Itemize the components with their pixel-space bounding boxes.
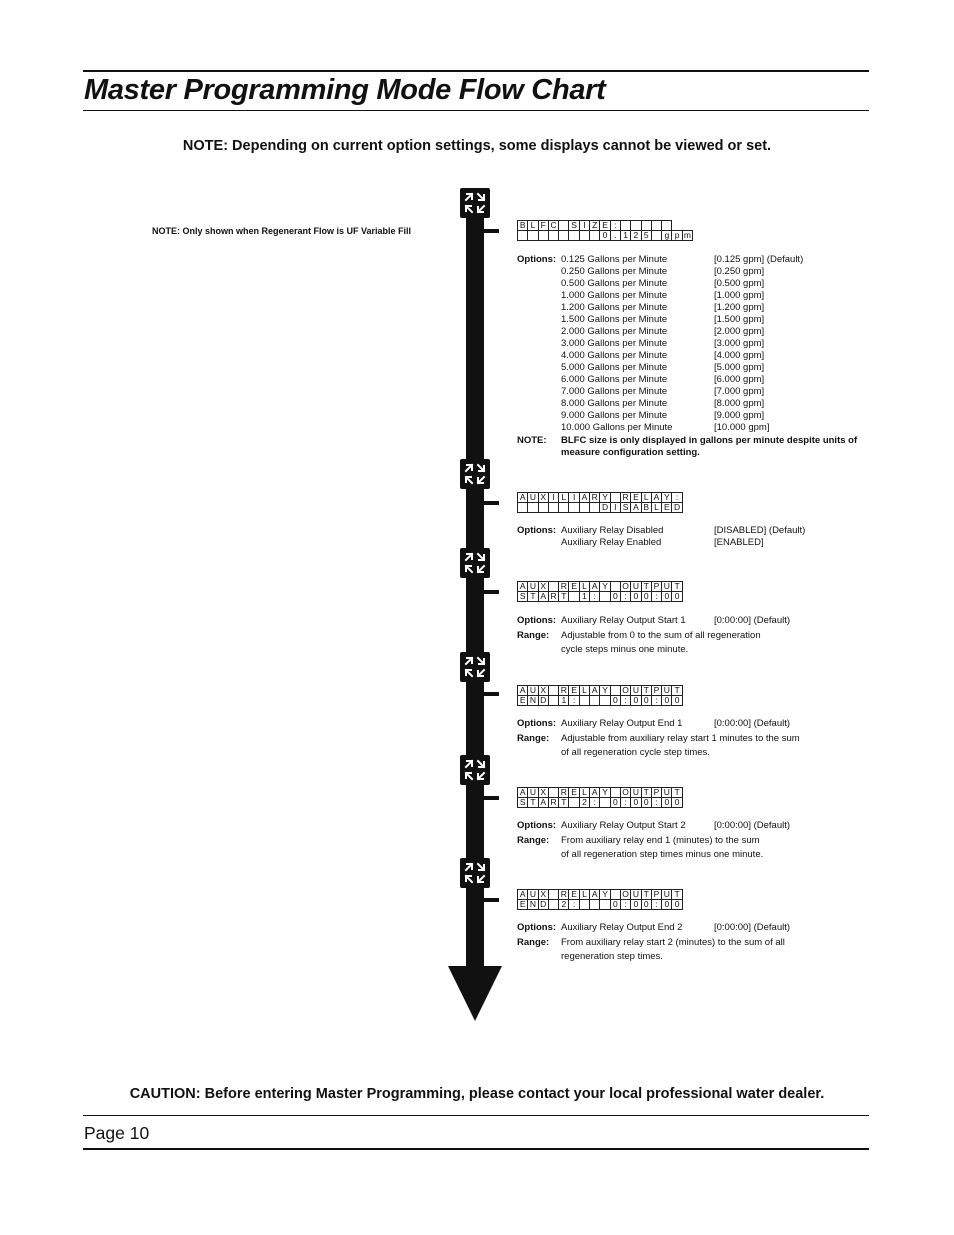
lcd-char-cell: 0 xyxy=(610,592,620,602)
lcd-row xyxy=(518,493,683,503)
lcd-char-cell xyxy=(600,696,610,706)
lcd-row xyxy=(518,686,683,696)
option-code: [1.000 gpm] xyxy=(714,290,765,301)
lcd-char-cell: E xyxy=(600,221,610,231)
option-code: [7.000 gpm] xyxy=(714,386,765,397)
lcd-char-cell: U xyxy=(528,788,538,798)
lcd-display-aux-end-1 xyxy=(517,685,683,706)
lcd-row xyxy=(518,592,683,602)
lcd-char-cell: A xyxy=(590,788,600,798)
lcd-row xyxy=(518,503,683,513)
note-label: NOTE: xyxy=(517,435,547,446)
lcd-char-cell: U xyxy=(631,582,641,592)
lcd-char-cell: 0 xyxy=(672,592,682,602)
lcd-char-cell: T xyxy=(528,592,538,602)
lcd-char-cell: 0 xyxy=(672,696,682,706)
next-step-arrows-icon xyxy=(460,652,490,682)
lcd-char-cell xyxy=(548,503,558,513)
lcd-char-cell: 0 xyxy=(631,900,641,910)
lcd-char-cell xyxy=(548,788,558,798)
lcd-char-cell: X xyxy=(538,582,548,592)
option-text: Adjustable from 0 to the sum of all regeneration xyxy=(561,629,761,641)
option-text: of all regeneration cycle step times. xyxy=(561,747,710,758)
lcd-char-cell: D xyxy=(538,900,548,910)
option-text: 0.500 Gallons per Minute xyxy=(561,278,668,289)
option-text: Auxiliary Relay Output Start 1 xyxy=(561,615,686,626)
lcd-char-cell: T xyxy=(641,582,651,592)
lcd-char-cell xyxy=(651,221,661,231)
next-step-arrows-icon xyxy=(460,459,490,489)
lcd-char-cell: : xyxy=(651,798,661,808)
lcd-char-cell: A xyxy=(518,686,528,696)
lcd-char-cell: U xyxy=(528,686,538,696)
lcd-char-cell: L xyxy=(579,890,589,900)
lcd-char-cell: T xyxy=(641,788,651,798)
lcd-row xyxy=(518,890,683,900)
option-text: of all regeneration step times minus one minute. xyxy=(561,849,764,860)
option-text: 6.000 Gallons per Minute xyxy=(561,374,668,385)
lcd-char-cell: E xyxy=(569,890,579,900)
lcd-char-cell xyxy=(579,900,589,910)
lcd-char-cell: m xyxy=(683,230,691,240)
lcd-char-cell: : xyxy=(569,900,579,910)
lcd-char-cell: R xyxy=(548,592,558,602)
lcd-char-cell xyxy=(569,798,579,808)
lcd-char-cell xyxy=(528,503,538,513)
step-connector xyxy=(482,796,499,800)
flow-arrow-head xyxy=(448,966,502,1021)
next-step-arrows-icon xyxy=(460,755,490,785)
lcd-char-cell: 2 xyxy=(579,798,589,808)
lcd-char-cell: T xyxy=(672,582,682,592)
lcd-char-cell: F xyxy=(538,221,548,231)
lcd-char-cell xyxy=(600,900,610,910)
lcd-char-cell: 0 xyxy=(600,231,610,241)
lcd-char-cell: L xyxy=(559,493,569,503)
step-connector xyxy=(482,692,499,696)
side-note: NOTE: Only shown when Regenerant Flow is UF Variable Fill xyxy=(152,226,412,236)
lcd-char-cell xyxy=(590,503,600,513)
lcd-char-cell: A xyxy=(590,686,600,696)
lcd-char-cell xyxy=(548,900,558,910)
lcd-char-cell: T xyxy=(672,686,682,696)
lcd-char-cell: : xyxy=(610,221,620,231)
lcd-char-cell: : xyxy=(590,798,600,808)
lcd-char-cell xyxy=(651,231,661,241)
lcd-char-cell: U xyxy=(662,686,672,696)
flow-trunk xyxy=(466,190,484,970)
lcd-char-cell: R xyxy=(590,493,600,503)
option-text: Auxiliary Relay Output End 2 xyxy=(561,922,683,933)
lcd-char-cell: 1 xyxy=(579,592,589,602)
option-code: [0:00:00] (Default) xyxy=(714,718,791,729)
lcd-char-cell: N xyxy=(528,696,538,706)
lcd-char-cell: : xyxy=(620,592,630,602)
lcd-char-cell: 2 xyxy=(631,231,641,241)
lcd-char-cell: 0 xyxy=(631,696,641,706)
option-code: [8.000 gpm] xyxy=(714,398,765,409)
lcd-char-cell: X xyxy=(538,686,548,696)
lcd-char-cell: T xyxy=(559,592,569,602)
lcd-display-aux-start-2 xyxy=(517,787,683,808)
lcd-char-cell: . xyxy=(610,231,620,241)
header-rule-top xyxy=(83,70,869,72)
option-label: Range: xyxy=(517,732,550,744)
lcd-char-cell: 5 xyxy=(641,231,651,241)
lcd-char-cell: O xyxy=(622,787,629,797)
lcd-char-cell: D xyxy=(538,696,548,706)
lcd-char-cell: A xyxy=(518,788,528,798)
lcd-char-cell: : xyxy=(590,592,600,602)
lcd-char-cell xyxy=(600,592,610,602)
option-code: [0.250 gpm] xyxy=(714,266,765,277)
lcd-char-cell: Y xyxy=(600,788,610,798)
lcd-char-cell: T xyxy=(672,788,682,798)
option-code: [DISABLED] (Default) xyxy=(714,525,806,536)
next-step-arrows-icon xyxy=(460,548,490,578)
step-connector xyxy=(482,501,499,505)
lcd-char-cell xyxy=(600,798,610,808)
lcd-char-cell: S xyxy=(518,798,528,808)
lcd-char-cell: R xyxy=(620,493,630,503)
lcd-char-cell: A xyxy=(631,503,641,513)
option-code: [6.000 gpm] xyxy=(714,374,765,385)
lcd-char-cell: Y xyxy=(600,890,610,900)
lcd-row xyxy=(518,696,683,706)
option-code: [0:00:00] (Default) xyxy=(714,615,791,626)
lcd-char-cell: 0 xyxy=(662,592,672,602)
option-code: [ENABLED] xyxy=(714,537,764,548)
lcd-char-cell: Y xyxy=(600,582,610,592)
lcd-char-cell xyxy=(620,221,630,231)
lcd-char-cell: 0 xyxy=(641,592,651,602)
option-label: Options: xyxy=(517,254,557,265)
lcd-char-cell xyxy=(569,231,579,241)
option-text: 1.000 Gallons per Minute xyxy=(561,290,668,301)
option-label: Options: xyxy=(517,820,557,831)
note-text: BLFC size is only displayed in gallons per minute despite units of measure configuration setting. xyxy=(561,435,858,458)
lcd-char-cell: U xyxy=(528,493,538,503)
option-text: From auxiliary relay start 2 (minutes) to the sum of all xyxy=(561,936,785,948)
lcd-char-cell xyxy=(641,221,651,231)
option-text: Auxiliary Relay Output Start 2 xyxy=(561,820,686,831)
lcd-char-cell: U xyxy=(631,788,641,798)
lcd-char-cell: L xyxy=(579,686,589,696)
lcd-display-aux-start-1 xyxy=(517,581,683,602)
lcd-char-cell: L xyxy=(651,503,661,513)
option-text: Adjustable from auxiliary relay start 1 minutes to the sum xyxy=(561,732,800,744)
option-code: [0:00:00] (Default) xyxy=(714,820,791,831)
lcd-char-cell: 2 xyxy=(559,900,569,910)
lcd-char-cell: L xyxy=(528,221,538,231)
lcd-char-cell: Y xyxy=(600,493,610,503)
option-text: 9.000 Gallons per Minute xyxy=(561,410,668,421)
lcd-char-cell: N xyxy=(528,900,538,910)
next-step-arrows-icon xyxy=(460,858,490,888)
option-text: cycle steps minus one minute. xyxy=(561,644,689,655)
option-label: Range: xyxy=(517,834,550,846)
lcd-char-cell: I xyxy=(548,493,558,503)
option-code: [5.000 gpm] xyxy=(714,362,765,373)
footer-rule-top xyxy=(83,1115,869,1116)
lcd-char-cell xyxy=(610,890,620,900)
lcd-char-cell: T xyxy=(672,890,682,900)
lcd-char-cell: : xyxy=(569,696,579,706)
option-label: Options: xyxy=(517,718,557,729)
lcd-char-cell: E xyxy=(569,686,579,696)
lcd-char-cell: E xyxy=(631,493,641,503)
next-step-arrows-icon xyxy=(460,188,490,218)
lcd-char-cell: P xyxy=(651,890,661,900)
lcd-char-cell: 0 xyxy=(662,696,672,706)
option-text: 2.000 Gallons per Minute xyxy=(561,326,668,337)
lcd-char-cell: A xyxy=(579,493,589,503)
lcd-char-cell: E xyxy=(662,503,672,513)
lcd-char-cell: 0 xyxy=(631,592,641,602)
option-text: 8.000 Gallons per Minute xyxy=(561,398,668,409)
step-connector xyxy=(482,229,499,233)
lcd-char-cell: : xyxy=(651,900,661,910)
lcd-char-cell: 0 xyxy=(641,798,651,808)
option-code: [4.000 gpm] xyxy=(714,350,765,361)
lcd-char-cell: U xyxy=(662,582,672,592)
option-text: 1.200 Gallons per Minute xyxy=(561,302,668,313)
step-connector xyxy=(482,590,499,594)
lcd-char-cell: A xyxy=(651,493,661,503)
lcd-char-cell: A xyxy=(590,582,600,592)
lcd-char-cell: R xyxy=(559,788,569,798)
lcd-char-cell: I xyxy=(579,221,589,231)
lcd-char-cell xyxy=(538,503,548,513)
lcd-char-cell: X xyxy=(538,493,548,503)
lcd-char-cell: : xyxy=(651,592,661,602)
lcd-char-cell: 1 xyxy=(559,696,569,706)
lcd-char-cell: L xyxy=(579,582,589,592)
lcd-char-cell: U xyxy=(528,582,538,592)
lcd-char-cell: B xyxy=(518,221,528,231)
lcd-char-cell: Y xyxy=(662,493,672,503)
option-label: Options: xyxy=(517,615,557,626)
option-text: 7.000 Gallons per Minute xyxy=(561,386,668,397)
lcd-char-cell: 0 xyxy=(641,696,651,706)
lcd-char-cell: P xyxy=(651,582,661,592)
lcd-char-cell: O xyxy=(622,685,629,695)
lcd-char-cell xyxy=(579,503,589,513)
lcd-char-cell: R xyxy=(559,582,569,592)
lcd-char-cell: I xyxy=(569,493,579,503)
header-rule-bottom xyxy=(83,110,869,111)
lcd-char-cell: R xyxy=(548,798,558,808)
lcd-char-cell xyxy=(610,788,620,798)
lcd-char-cell: B xyxy=(641,503,651,513)
lcd-char-cell xyxy=(610,582,620,592)
option-text: Auxiliary Relay Enabled xyxy=(561,537,662,548)
lcd-char-cell: S xyxy=(518,592,528,602)
lcd-char-cell: U xyxy=(528,890,538,900)
footer-rule-bottom xyxy=(83,1148,869,1150)
lcd-char-cell: 0 xyxy=(662,798,672,808)
lcd-row xyxy=(518,788,683,798)
lcd-char-cell xyxy=(559,221,569,231)
lcd-char-cell xyxy=(548,582,558,592)
top-note: NOTE: Depending on current option settings, some displays cannot be viewed or set. xyxy=(182,138,772,154)
lcd-display-auxiliary-relay xyxy=(517,492,683,513)
page-title: Master Programming Mode Flow Chart xyxy=(84,74,606,106)
lcd-char-cell: 0 xyxy=(662,900,672,910)
lcd-char-cell: U xyxy=(662,890,672,900)
lcd-char-cell: I xyxy=(610,503,620,513)
lcd-char-cell: : xyxy=(620,696,630,706)
lcd-char-cell: 0 xyxy=(610,798,620,808)
lcd-char-cell: R xyxy=(559,890,569,900)
lcd-char-cell: U xyxy=(631,686,641,696)
lcd-char-cell: : xyxy=(620,900,630,910)
lcd-char-cell: E xyxy=(518,696,528,706)
lcd-row xyxy=(518,900,683,910)
lcd-char-cell xyxy=(590,696,600,706)
option-code: [0.500 gpm] xyxy=(714,278,765,289)
option-label: Options: xyxy=(517,922,557,933)
option-text: Auxiliary Relay Output End 1 xyxy=(561,718,683,729)
lcd-char-cell: S xyxy=(620,503,630,513)
option-code: [1.200 gpm] xyxy=(714,302,765,313)
lcd-char-cell: E xyxy=(569,582,579,592)
lcd-char-cell xyxy=(579,231,589,241)
option-text: regeneration step times. xyxy=(561,951,663,962)
lcd-char-cell: L xyxy=(579,788,589,798)
lcd-char-cell: P xyxy=(651,788,661,798)
option-code: [1.500 gpm] xyxy=(714,314,765,325)
option-label: Options: xyxy=(517,525,557,536)
lcd-char-cell: U xyxy=(631,890,641,900)
lcd-char-cell xyxy=(579,696,589,706)
option-text: 10.000 Gallons per Minute xyxy=(561,422,673,433)
lcd-char-cell: L xyxy=(641,493,651,503)
lcd-char-cell: P xyxy=(651,686,661,696)
lcd-char-cell xyxy=(559,231,569,241)
lcd-char-cell: U xyxy=(662,788,672,798)
lcd-char-cell: : xyxy=(620,798,630,808)
option-text: From auxiliary relay end 1 (minutes) to the sum xyxy=(561,834,760,846)
option-code: [3.000 gpm] xyxy=(714,338,765,349)
caution-note: CAUTION: Before entering Master Programming, please contact your local professional water dealer. xyxy=(129,1086,825,1102)
lcd-char-cell: A xyxy=(538,798,548,808)
lcd-char-cell: X xyxy=(538,788,548,798)
lcd-char-cell: A xyxy=(538,592,548,602)
lcd-char-cell: E xyxy=(518,900,528,910)
lcd-char-cell: 0 xyxy=(610,696,620,706)
lcd-char-cell: D xyxy=(600,503,610,513)
lcd-char-cell xyxy=(548,686,558,696)
lcd-char-cell: 0 xyxy=(610,900,620,910)
lcd-char-cell: D xyxy=(672,503,682,513)
option-code: [2.000 gpm] xyxy=(714,326,765,337)
lcd-char-cell: 0 xyxy=(641,900,651,910)
option-text: 1.500 Gallons per Minute xyxy=(561,314,668,325)
option-text: Auxiliary Relay Disabled xyxy=(561,525,664,536)
lcd-char-cell xyxy=(631,221,641,231)
option-text: 0.125 Gallons per Minute xyxy=(561,254,668,265)
lcd-char-cell: T xyxy=(528,798,538,808)
lcd-char-cell: O xyxy=(622,889,629,899)
lcd-char-cell: 0 xyxy=(672,900,682,910)
lcd-char-cell: E xyxy=(569,788,579,798)
lcd-char-cell: Y xyxy=(600,686,610,696)
lcd-char-cell xyxy=(518,503,528,513)
lcd-char-cell xyxy=(590,231,600,241)
lcd-char-cell: T xyxy=(559,798,569,808)
lcd-char-cell: A xyxy=(518,582,528,592)
lcd-char-cell xyxy=(662,221,672,231)
lcd-char-cell: : xyxy=(672,493,682,503)
lcd-char-cell xyxy=(518,231,528,241)
lcd-row xyxy=(518,231,693,241)
lcd-char-cell xyxy=(569,503,579,513)
lcd-char-cell xyxy=(548,696,558,706)
lcd-char-cell xyxy=(569,592,579,602)
page-number: Page 10 xyxy=(84,1123,150,1143)
lcd-char-cell: T xyxy=(641,686,651,696)
lcd-char-cell: C xyxy=(548,221,558,231)
lcd-char-cell: O xyxy=(622,581,629,591)
option-text: 0.250 Gallons per Minute xyxy=(561,266,668,277)
lcd-char-cell: A xyxy=(518,493,528,503)
lcd-char-cell xyxy=(610,493,620,503)
option-label: Range: xyxy=(517,629,550,641)
lcd-char-cell: R xyxy=(559,686,569,696)
lcd-char-cell: A xyxy=(590,890,600,900)
lcd-char-cell xyxy=(610,686,620,696)
step-connector xyxy=(482,898,499,902)
option-text: 3.000 Gallons per Minute xyxy=(561,338,668,349)
lcd-char-cell: 1 xyxy=(620,231,630,241)
lcd-char-cell: A xyxy=(518,890,528,900)
option-code: [0:00:00] (Default) xyxy=(714,922,791,933)
option-code: [0.125 gpm] (Default) xyxy=(714,254,804,265)
lcd-row xyxy=(518,798,683,808)
lcd-char-cell: : xyxy=(651,696,661,706)
lcd-char-cell xyxy=(559,503,569,513)
lcd-char-cell: g xyxy=(662,231,672,241)
lcd-char-cell xyxy=(528,231,538,241)
lcd-char-cell xyxy=(548,231,558,241)
option-text: 5.000 Gallons per Minute xyxy=(561,362,668,373)
lcd-char-cell: S xyxy=(569,221,579,231)
lcd-char-cell: 0 xyxy=(672,798,682,808)
option-code: [10.000 gpm] xyxy=(714,422,770,433)
lcd-char-cell xyxy=(538,231,548,241)
lcd-row xyxy=(518,582,683,592)
option-text: 4.000 Gallons per Minute xyxy=(561,350,668,361)
lcd-char-cell xyxy=(590,900,600,910)
lcd-char-cell: Z xyxy=(590,221,600,231)
option-label: Range: xyxy=(517,936,550,948)
lcd-char-cell: p xyxy=(672,231,682,241)
lcd-display-blfc-size xyxy=(517,220,693,241)
lcd-char-cell: X xyxy=(538,890,548,900)
lcd-char-cell: 0 xyxy=(631,798,641,808)
option-code: [9.000 gpm] xyxy=(714,410,765,421)
lcd-char-cell: T xyxy=(641,890,651,900)
lcd-row xyxy=(518,221,693,231)
lcd-char-cell xyxy=(548,890,558,900)
lcd-display-aux-end-2 xyxy=(517,889,683,910)
